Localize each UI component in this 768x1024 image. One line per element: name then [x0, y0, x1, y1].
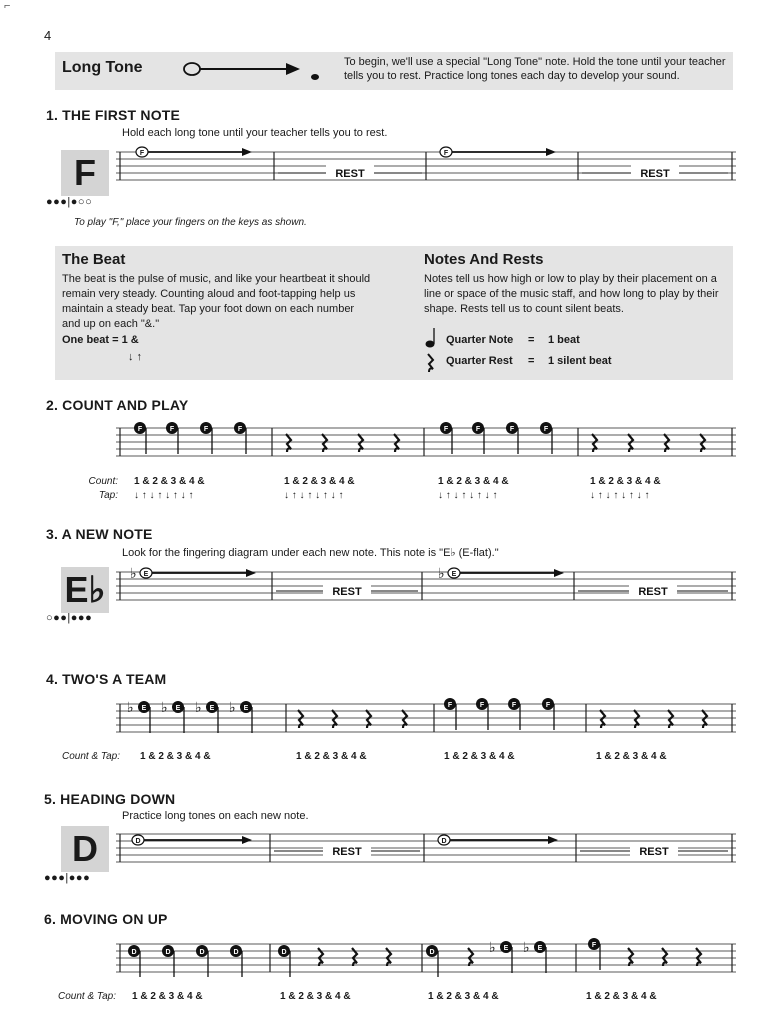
svg-text:F: F — [137, 426, 143, 433]
svg-text:♭: ♭ — [523, 939, 530, 955]
staff-exercise-1 — [116, 140, 736, 194]
quarter-rest — [664, 434, 669, 452]
section-3-subtitle: Look for the fingering diagram under each new note. This note is "E♭ (E-flat)." — [122, 547, 499, 559]
staff-exercise-4 — [116, 694, 736, 744]
the-beat-text: The beat is the pulse of music, and like your heartbeat it should remain very steady. Counting aloud and foot-tapping help us maintain a steady beat. Tap your foot down on each number and up on each "&." — [62, 273, 371, 330]
one-beat-arrows: ↓ ↑ — [128, 351, 143, 363]
fingering-chart-d: ●●●|●●● — [44, 872, 91, 884]
quarter-rest — [700, 434, 705, 452]
quarter-note-rest-icons — [424, 324, 438, 374]
svg-text:F: F — [511, 702, 517, 709]
section-title: THE FIRST NOTE — [62, 107, 181, 123]
svg-text:D: D — [199, 949, 205, 956]
long-tone-d — [438, 835, 558, 845]
svg-text:♭: ♭ — [161, 699, 168, 715]
count-measure: 1 & 2 & 3 & 4 & — [296, 751, 367, 762]
svg-text:F: F — [543, 426, 549, 433]
section-1-heading — [46, 107, 180, 123]
quarter-rest — [600, 710, 605, 728]
long-tone-symbol — [182, 58, 322, 84]
quarter-rest — [322, 434, 327, 452]
svg-text:F: F — [479, 702, 485, 709]
section-4-heading — [46, 671, 166, 687]
staff-exercise-5 — [116, 820, 736, 874]
equals-sign: = — [528, 355, 535, 367]
fingering-tip: To play "F," place your fingers on the keys as shown. — [74, 217, 307, 228]
rest-label — [578, 583, 728, 598]
tap-label: Tap: — [98, 490, 118, 501]
count-measure: 1 & 2 & 3 & 4 & — [444, 751, 515, 762]
quarter-rest — [358, 434, 363, 452]
corner-mark: ⌐ — [4, 0, 11, 12]
long-tone-f — [136, 147, 252, 157]
equals-sign: = — [528, 334, 535, 346]
tap-measure: ↓ ↑ ↓ ↑ ↓ ↑ ↓ ↑ — [134, 490, 194, 501]
quarter-note-value: 1 beat — [548, 334, 580, 346]
staff-exercise-6 — [116, 934, 736, 984]
svg-text:REST: REST — [332, 586, 362, 598]
rest-label — [582, 165, 728, 180]
svg-text:E: E — [141, 705, 147, 712]
page-number: 4 — [44, 28, 52, 43]
svg-text:D: D — [165, 949, 171, 956]
long-tone-d — [132, 835, 252, 845]
staff-exercise-3 — [116, 560, 736, 614]
count-measure: 1 & 2 & 3 & 4 & — [428, 991, 499, 1002]
svg-text:REST: REST — [640, 168, 670, 180]
svg-text:♭: ♭ — [438, 565, 445, 581]
long-tone-e-flat — [130, 565, 256, 581]
svg-text:♭: ♭ — [127, 699, 134, 715]
note-letter-d: D — [61, 826, 109, 872]
fingering-chart-e-flat: ○●●|●●● — [46, 612, 93, 624]
section-number: 1. — [46, 107, 59, 123]
svg-text:REST: REST — [332, 846, 362, 858]
svg-text:REST: REST — [638, 586, 668, 598]
svg-text:D: D — [429, 949, 435, 956]
svg-text:F: F — [139, 150, 145, 157]
section-6-heading — [44, 911, 168, 927]
tap-measure: ↓ ↑ ↓ ↑ ↓ ↑ ↓ ↑ — [284, 490, 344, 501]
svg-text:♭: ♭ — [229, 699, 236, 715]
svg-text:F: F — [475, 426, 481, 433]
quarter-note-label: Quarter Note — [446, 334, 514, 346]
count-measure: 1 & 2 & 3 & 4 & — [590, 476, 661, 487]
section-number: 4. — [46, 671, 59, 687]
quarter-rest — [394, 434, 399, 452]
staff-exercise-2 — [116, 420, 736, 470]
count-measure: 1 & 2 & 3 & 4 & — [134, 476, 205, 487]
long-tone-title: Long Tone — [62, 59, 143, 76]
note-letter-f: F — [61, 150, 109, 196]
quarter-rest — [628, 434, 633, 452]
svg-text:E: E — [451, 571, 457, 578]
section-3-heading — [46, 526, 153, 542]
section-number: 6. — [44, 911, 57, 927]
the-beat-title: The Beat — [62, 251, 126, 268]
quarter-rest — [286, 434, 291, 452]
svg-text:F: F — [509, 426, 515, 433]
count-measure: 1 & 2 & 3 & 4 & — [596, 751, 667, 762]
quarter-rest — [402, 710, 407, 728]
rest-label — [278, 165, 422, 180]
section-1-subtitle: Hold each long tone until your teacher tells you to rest. — [122, 127, 388, 139]
section-title: HEADING DOWN — [60, 791, 176, 807]
long-tone-e-flat — [438, 565, 564, 581]
long-tone-text: To begin, we'll use a special "Long Tone" note. Hold the tone until your teacher tells you to rest. Practice long tones each day to develop your sound. — [344, 56, 726, 82]
svg-text:F: F — [591, 942, 597, 949]
note-letter-e-flat: E♭ — [61, 567, 109, 613]
quarter-rest-label: Quarter Rest — [446, 355, 513, 367]
svg-text:D: D — [441, 838, 447, 845]
section-number: 5. — [44, 791, 57, 807]
svg-text:F: F — [169, 426, 175, 433]
rest-label — [580, 843, 728, 858]
svg-text:REST: REST — [639, 846, 669, 858]
quarter-rest-icon — [428, 354, 433, 372]
notes-rests-text: Notes tell us how high or low to play by their placement on a line or space of the music staff, and how long to play by their shape. Rests tell us to count silent beats. — [424, 273, 719, 315]
svg-text:D: D — [135, 838, 141, 845]
svg-text:♭: ♭ — [130, 565, 137, 581]
section-2-heading — [46, 397, 188, 413]
svg-text:E: E — [503, 945, 509, 952]
svg-text:F: F — [545, 702, 551, 709]
svg-text:E: E — [175, 705, 181, 712]
quarter-note-icon — [426, 341, 435, 348]
quarter-rest — [298, 710, 303, 728]
quarter-rest — [332, 710, 337, 728]
svg-text:E: E — [209, 705, 215, 712]
count-label: Count: — [88, 476, 118, 487]
svg-text:F: F — [237, 426, 243, 433]
count-measure: 1 & 2 & 3 & 4 & — [132, 991, 203, 1002]
long-tone-f — [440, 147, 556, 157]
svg-text:E: E — [243, 705, 249, 712]
quarter-rest — [668, 710, 673, 728]
section-5-subtitle: Practice long tones on each new note. — [122, 810, 309, 822]
count-measure: 1 & 2 & 3 & 4 & — [438, 476, 509, 487]
count-measure: 1 & 2 & 3 & 4 & — [586, 991, 657, 1002]
fingering-chart-f: ●●●|●○○ — [46, 196, 93, 208]
quarter-rest — [634, 710, 639, 728]
section-title: COUNT AND PLAY — [62, 397, 189, 413]
section-number: 3. — [46, 526, 59, 542]
svg-text:REST: REST — [335, 168, 365, 180]
count-tap-label: Count & Tap: — [57, 991, 116, 1002]
svg-text:F: F — [443, 426, 449, 433]
quarter-rest — [592, 434, 597, 452]
tap-measure: ↓ ↑ ↓ ↑ ↓ ↑ ↓ ↑ — [438, 490, 498, 501]
svg-text:E: E — [537, 945, 543, 952]
rest-label — [276, 583, 418, 598]
one-beat-label: One beat = 1 & — [62, 334, 139, 346]
svg-text:E: E — [143, 571, 149, 578]
svg-text:F: F — [203, 426, 209, 433]
notes-rests-title: Notes And Rests — [424, 251, 544, 268]
quarter-rest — [366, 710, 371, 728]
svg-text:♭: ♭ — [195, 699, 202, 715]
svg-text:D: D — [233, 949, 239, 956]
svg-text:F: F — [443, 150, 449, 157]
section-title: MOVING ON UP — [60, 911, 168, 927]
section-title: TWO'S A TEAM — [62, 671, 167, 687]
svg-text:D: D — [281, 949, 287, 956]
svg-text:♭: ♭ — [489, 939, 496, 955]
svg-text:D: D — [131, 949, 137, 956]
section-title: A NEW NOTE — [61, 526, 153, 542]
count-measure: 1 & 2 & 3 & 4 & — [280, 991, 351, 1002]
section-number: 2. — [46, 397, 59, 413]
section-5-heading — [44, 791, 175, 807]
count-measure: 1 & 2 & 3 & 4 & — [284, 476, 355, 487]
count-tap-label: Count & Tap: — [61, 751, 120, 762]
svg-text:F: F — [447, 702, 453, 709]
quarter-rest-value: 1 silent beat — [548, 355, 612, 367]
quarter-rest — [702, 710, 707, 728]
rest-label — [274, 843, 420, 858]
count-measure: 1 & 2 & 3 & 4 & — [140, 751, 211, 762]
tap-measure: ↓ ↑ ↓ ↑ ↓ ↑ ↓ ↑ — [590, 490, 650, 501]
